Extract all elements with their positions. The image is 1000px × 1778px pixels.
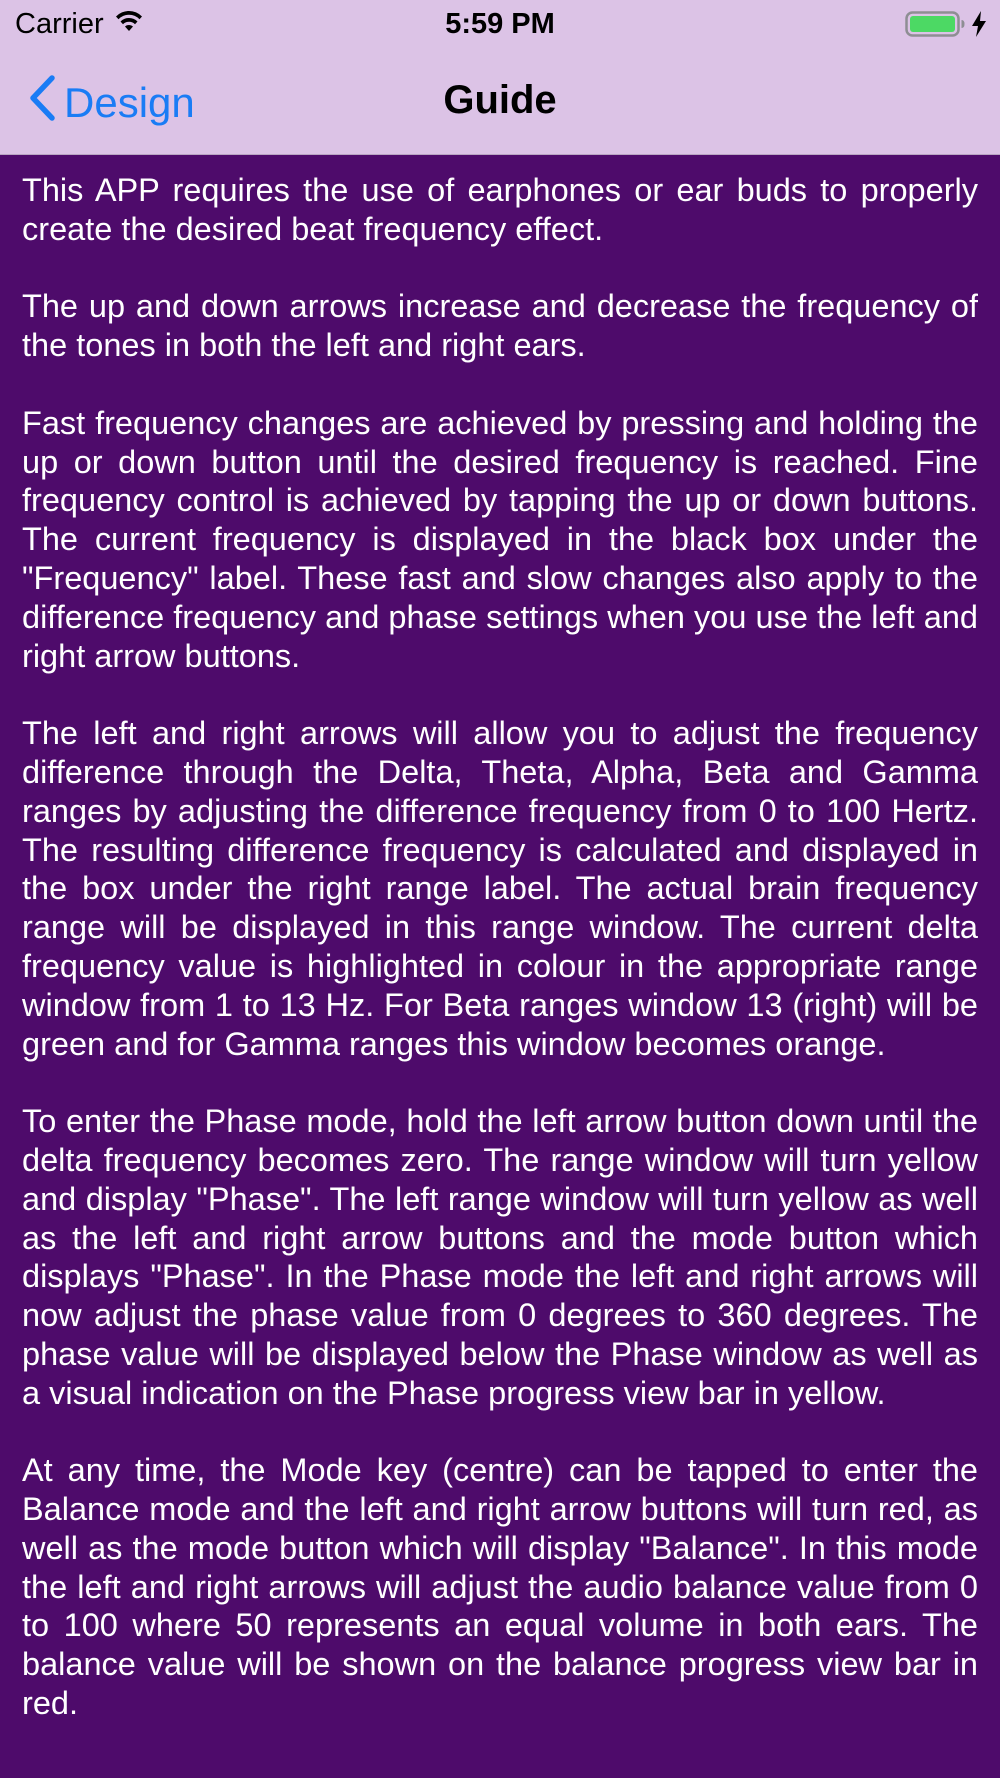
- charging-bolt-icon: [970, 10, 988, 38]
- guide-paragraph: Fast frequency changes are achieved by pressing and holding the up or down button until the desired frequency is reached. Fine frequency control is achieved by tapping the up or down buttons. The current frequency is displayed in the black box under the "Frequency" label. These fast and slow changes also apply to the difference frequency and phase settings when you use the left and right arrow buttons.: [22, 404, 978, 674]
- guide-paragraph: At any time, the Mode key (centre) can be tapped to enter the Balance mode and the left and right arrow buttons will turn red, as well as the mode button which will display "Balance". In this mode the left and right arrows will adjust the audio balance value from 0 to 100 where 50 represents an equal volume in both ears. The balance value will be shown on the balance progress view bar in red.: [22, 1452, 978, 1722]
- guide-text-view[interactable]: [22, 171, 978, 1778]
- carrier-label: Carrier: [15, 8, 104, 40]
- back-button-label: Design: [64, 79, 195, 126]
- guide-paragraph: The up and down arrows increase and decrease the frequency of the tones in both the left and right ears.: [22, 288, 978, 364]
- guide-paragraph: To enter the Phase mode, hold the left arrow button down until the delta frequency becomes zero. The range window will turn yellow and display "Phase". The left range window will turn yellow as well as the left and right arrow buttons and the mode button which displays "Phase". In the Phase mode the left and right arrows will now adjust the phase value from 0 degrees to 360 degrees. The phase value will be displayed below the Phase window as well as a visual indication on the Phase progress view bar in yellow.: [22, 1103, 978, 1411]
- status-time: 5:59 PM: [445, 8, 555, 40]
- battery-indicator: [905, 10, 988, 38]
- battery-icon: [905, 10, 967, 38]
- guide-paragraph: The left and right arrows will allow you to adjust the frequency difference through the Delta, Theta, Alpha, Beta and Gamma ranges by adjusting the difference frequency from 0 to 100 Hertz. The resulting difference frequency is calculated and displayed in the box under the right range label. The actual brain frequency range will be displayed in this range window. The current delta frequency value is highlighted in colour in the appropriate range window from 1 to 13 Hz. For Beta ranges window 13 (right) will be green and for Gamma ranges this window becomes orange.: [22, 715, 978, 1062]
- page-title: Guide: [443, 78, 557, 122]
- guide-paragraph: This APP requires the use of earphones or ear buds to properly create the desired beat frequency effect.: [22, 172, 978, 247]
- navigation-bar: [0, 50, 1000, 155]
- status-bar: [0, 0, 1000, 50]
